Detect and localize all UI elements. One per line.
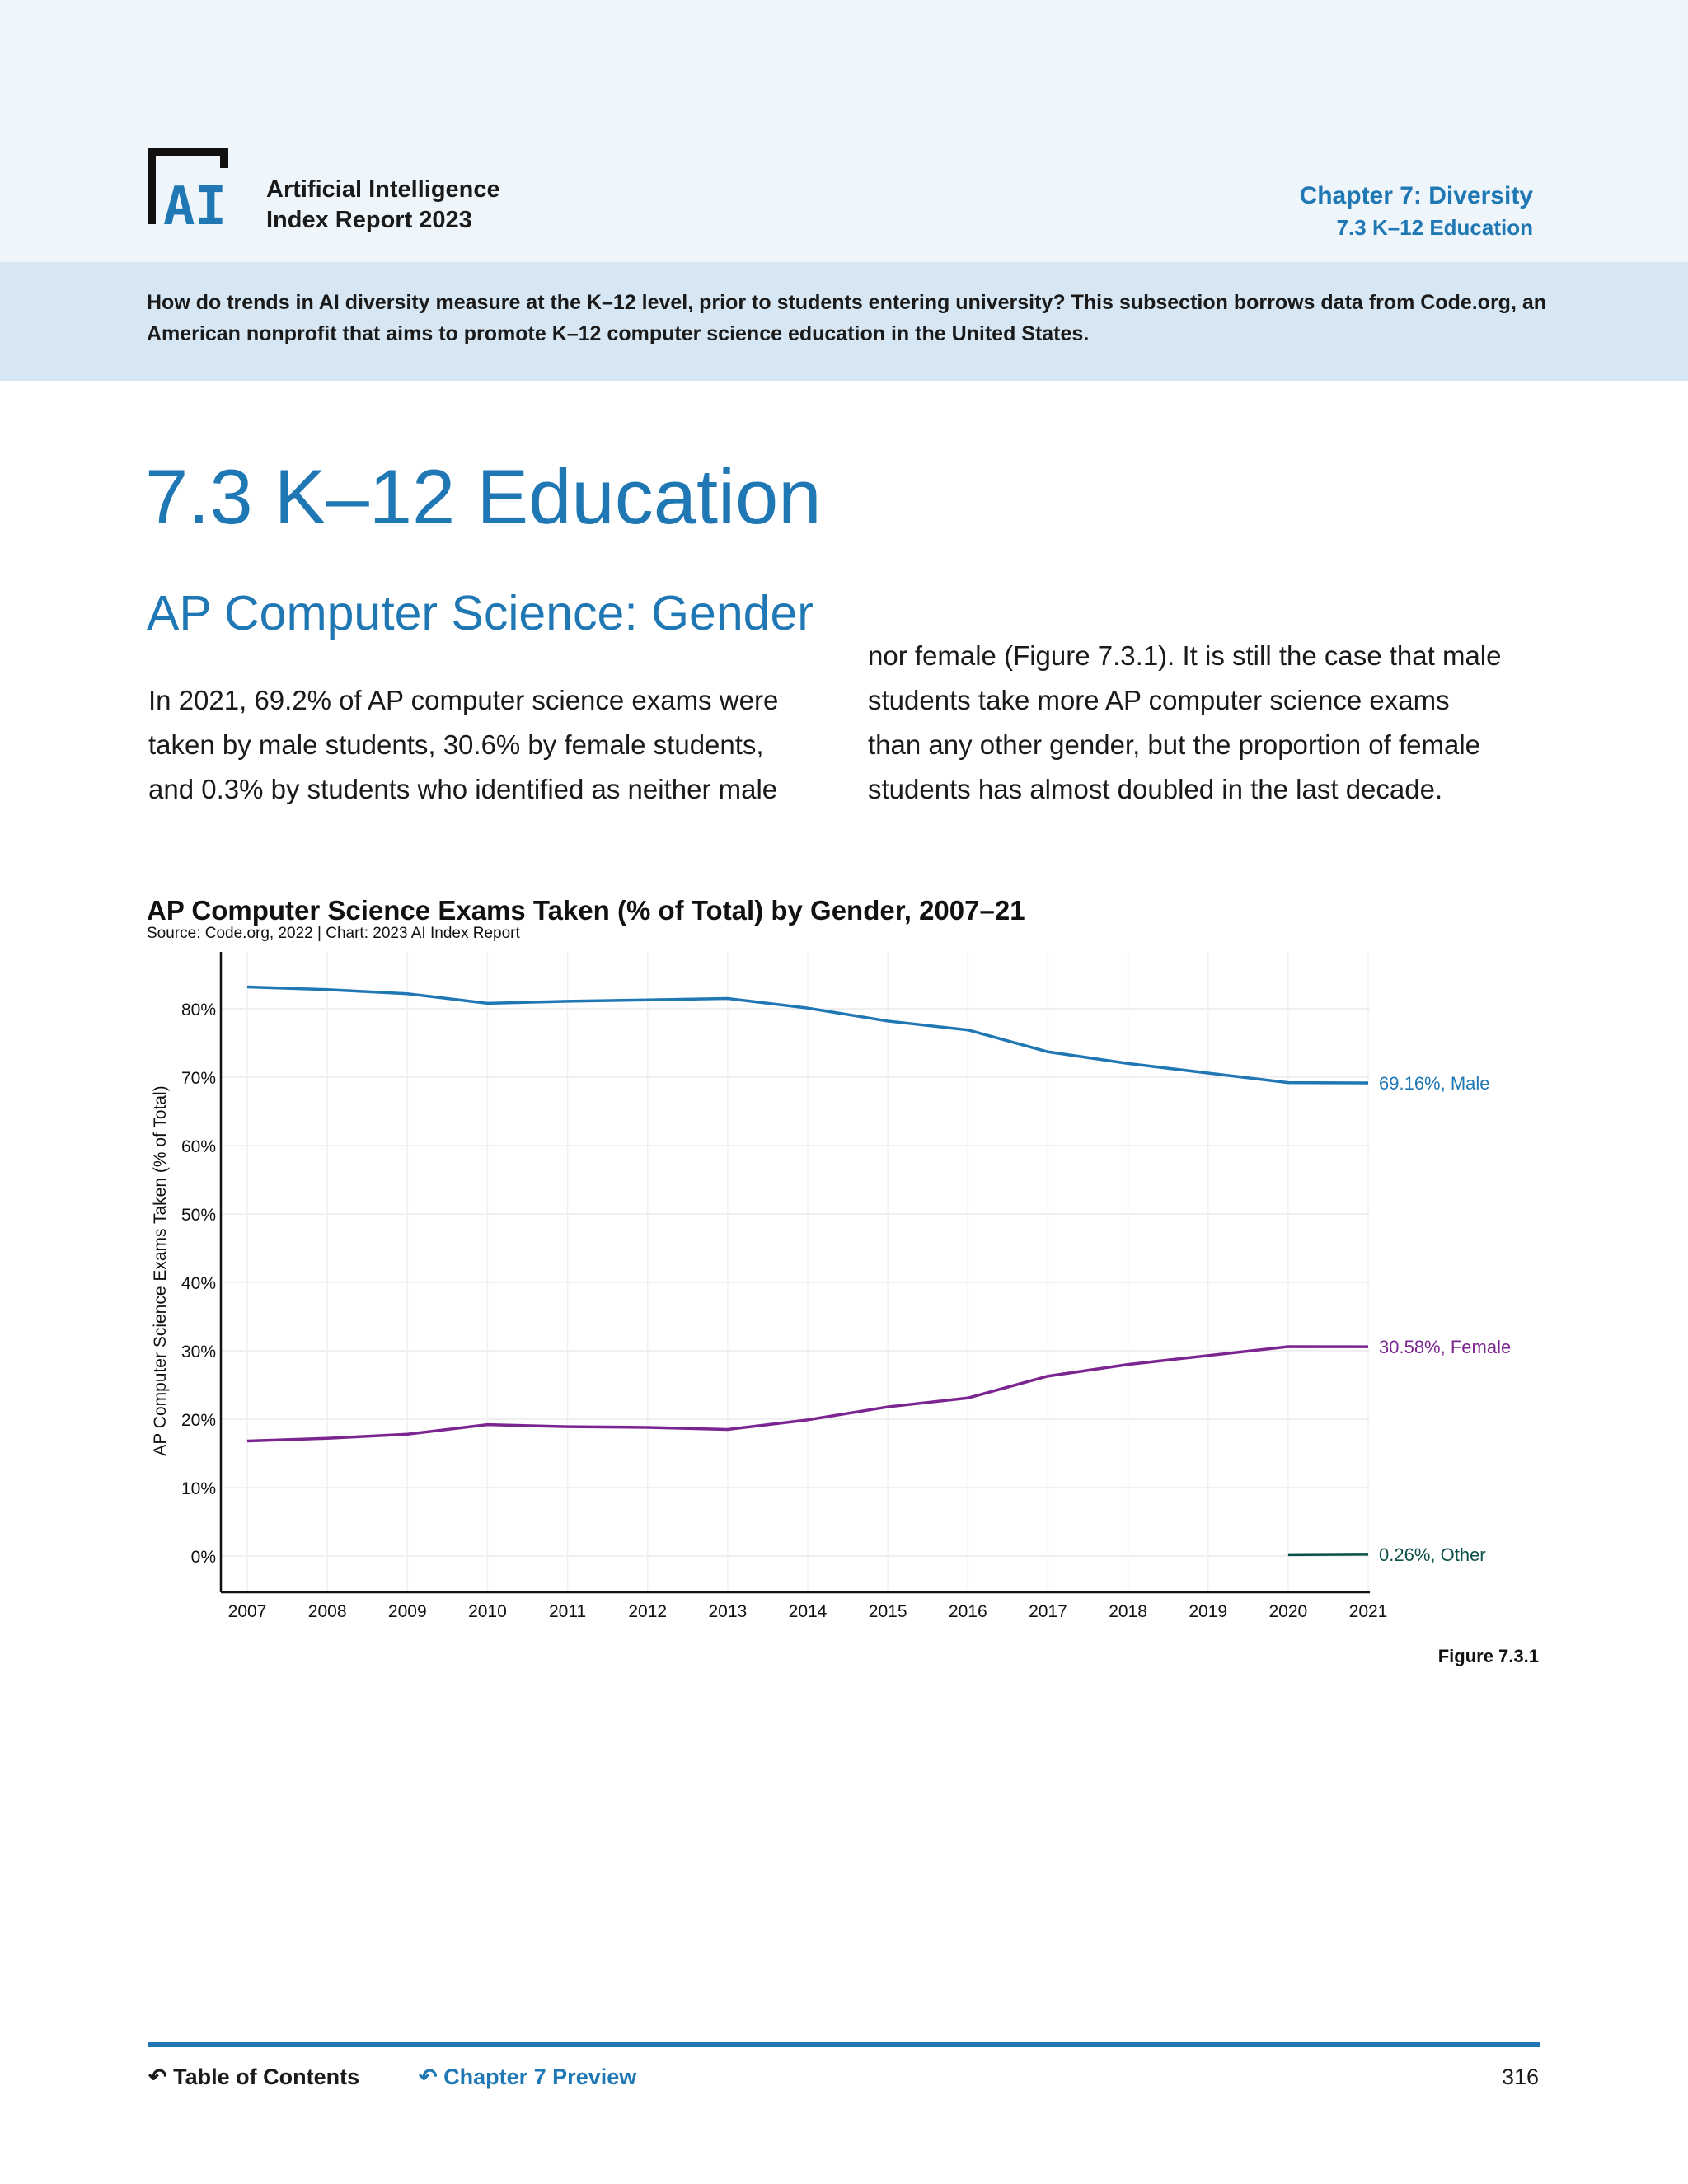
x-tick-label: 2014 <box>788 1602 828 1621</box>
body-line: students has almost doubled in the last decade. <box>868 774 1443 804</box>
svg-text:AI: AI <box>163 176 227 229</box>
intro-text: How do trends in AI diversity measure at the K–12 level, prior to students entering university? This subsection borrows data from Code.org, an American nonprofit that aims to promote K–12 computer science education in the United States. <box>147 291 1547 345</box>
chapter-title: Chapter 7: Diversity <box>1299 182 1533 209</box>
brand-line-1: Artificial Intelligence <box>266 176 500 203</box>
x-tick-label: 2012 <box>628 1602 668 1621</box>
page-title: 7.3 K–12 Education <box>145 453 822 540</box>
x-tick-label: 2018 <box>1109 1602 1147 1621</box>
y-tick-label: 80% <box>181 1001 216 1019</box>
y-tick-label: 70% <box>181 1069 216 1088</box>
x-tick-label: 2010 <box>468 1602 507 1621</box>
y-tick-label: 50% <box>181 1206 216 1225</box>
x-tick-label: 2021 <box>1348 1602 1388 1621</box>
y-axis-label: AP Computer Science Exams Taken (% of Total) <box>151 1085 170 1456</box>
y-tick-label: 60% <box>181 1137 216 1156</box>
y-tick-label: 40% <box>181 1274 216 1293</box>
y-tick-label: 10% <box>181 1479 216 1498</box>
x-tick-label: 2008 <box>307 1602 347 1621</box>
table-of-contents-link[interactable] <box>148 2062 359 2092</box>
x-tick-label: 2015 <box>868 1602 907 1621</box>
section-title: 7.3 K–12 Education <box>1336 215 1533 240</box>
figure-label: Figure 7.3.1 <box>1437 1646 1539 1666</box>
x-tick-label: 2009 <box>387 1602 427 1621</box>
body-line: and 0.3% by students who identified as neither male <box>148 774 778 804</box>
preview-label: Chapter 7 Preview <box>443 2064 637 2089</box>
page-number: 316 <box>1501 2064 1539 2089</box>
y-tick-label: 30% <box>181 1343 216 1361</box>
x-tick-label: 2017 <box>1029 1602 1067 1621</box>
toc-label: Table of Contents <box>173 2064 360 2089</box>
y-tick-label: 0% <box>190 1548 216 1567</box>
series-end-label: 30.58%, Female <box>1379 1337 1512 1358</box>
x-tick-label: 2007 <box>227 1602 267 1621</box>
body-line: students take more AP computer science exams <box>868 685 1450 715</box>
footer-rule <box>148 2042 1540 2047</box>
series-end-label: 69.16%, Male <box>1379 1072 1490 1094</box>
chart-source: Source: Code.org, 2022 | Chart: 2023 AI Index Report <box>147 925 520 942</box>
body-line: nor female (Figure 7.3.1). It is still the case that male <box>868 640 1502 671</box>
chart-title: AP Computer Science Exams Taken (% of Total) by Gender, 2007–21 <box>147 895 1025 926</box>
x-tick-label: 2013 <box>708 1602 748 1621</box>
x-tick-label: 2020 <box>1268 1602 1308 1621</box>
body-line: In 2021, 69.2% of AP computer science exams were <box>148 685 779 715</box>
body-line: than any other gender, but the proportion of female <box>868 729 1481 760</box>
body-line: taken by male students, 30.6% by female students, <box>148 729 764 760</box>
y-tick-label: 20% <box>181 1411 216 1430</box>
brand-line-2: Index Report 2023 <box>266 207 472 233</box>
x-tick-label: 2016 <box>948 1602 987 1621</box>
return-arrow-icon: ↶ <box>419 2064 438 2089</box>
return-arrow-icon: ↶ <box>148 2064 167 2089</box>
chapter-preview-link[interactable] <box>419 2062 636 2092</box>
x-tick-label: 2019 <box>1189 1602 1228 1621</box>
subsection-title: AP Computer Science: Gender <box>147 586 814 640</box>
x-tick-label: 2011 <box>548 1602 587 1621</box>
series-end-label: 0.26%, Other <box>1379 1544 1486 1565</box>
